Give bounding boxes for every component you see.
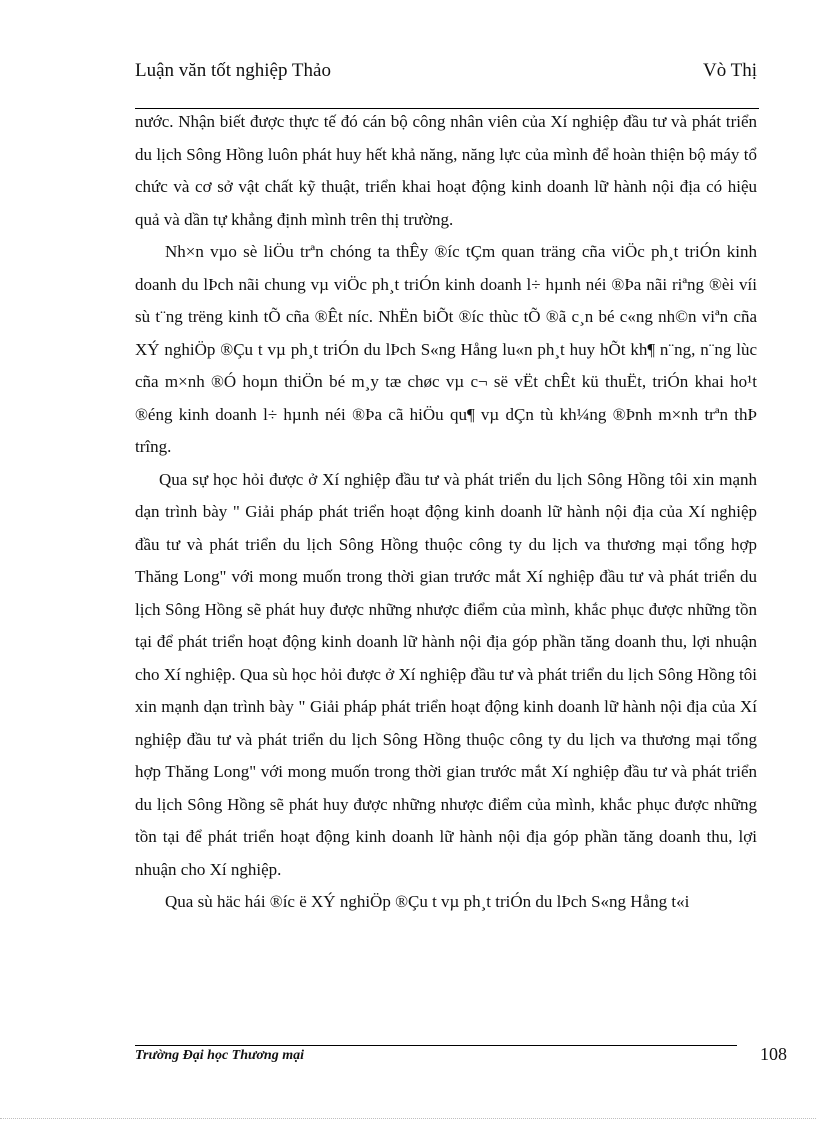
footer-rule <box>135 1045 737 1046</box>
paragraph-2: Nh×n vµo sè liÖu trªn chóng ta thÊy ®íc tÇm quan träng cña viÖc ph¸t triÓn kinh doanh du lÞch nãi chung vµ viÖc ph¸t triÓn kinh doanh l÷ hµnh néi ®Þa nãi riªng ®èi víi sù t¨ng trëng kinh tÕ cña ®Êt níc. NhËn biÕt ®íc thùc tÕ ®ã c¸n bé c«ng nh©n viªn cña XÝ nghiÖp ®Çu t vµ ph¸t triÓn du lÞch S«ng Hång lu«n ph¸t huy hÕt kh¶ n¨ng, n¨ng lùc cña m×nh ®Ó hoµn thiÖn bé m¸y tæ chøc vµ c¬ së vËt chÊt kü thuËt, triÓn khai ho¹t ®éng kinh doanh l÷ hµnh néi ®Þa cã hiÖu qu¶ vµ dÇn tù kh¼ng ®Þnh m×nh trªn thÞ trîng. <box>135 242 757 456</box>
header-left-text: Luận văn tốt nghiệp Thảo <box>135 60 331 81</box>
header-right-text: Vò Thị <box>702 60 757 81</box>
page-number: 108 <box>760 1044 787 1064</box>
paragraph-1: nước. Nhận biết được thực tế đó cán bộ công nhân viên của Xí nghiệp đầu tư và phát triển du lịch Sông Hồng luôn phát huy hết khả năng, năng lực của mình để hoàn thiện bộ máy tổ chức và cơ sở vật chất kỹ thuật, triển khai hoạt động kinh doanh lữ hành nội địa có hiệu quả và dần tự khẳng định mình trên thị trường. <box>135 112 757 229</box>
footer-school-name: Trường Đại học Thương mại <box>135 1048 304 1063</box>
paragraph-3: Qua sự học hỏi được ở Xí nghiệp đầu tư và phát triển du lịch Sông Hồng tôi xin mạnh dạn trình bày " Giải pháp phát triển hoạt động kinh doanh lữ hành nội địa của Xí nghiệp đầu tư và phát triển du lịch Sông Hồng thuộc công ty du lịch va thương mại tổng hợp Thăng Long" với mong muốn trong thời gian trước mắt Xí nghiệp đầu tư và phát triển du lịch Sông Hồng sẽ phát huy được những nhược điểm của mình, khắc phục được những tồn tại để phát triển hoạt động kinh doanh lữ hành nội địa góp phần tăng doanh thu, lợi nhuận cho Xí nghiệp. Qua sù học hỏi được ở Xí nghiệp đầu tư và phát triển du lịch Sông Hồng tôi xin mạnh dạn trình bày " Giải pháp phát triển hoạt động kinh doanh lữ hành nội địa của Xí nghiệp đầu tư và phát triển du lịch Sông Hồng thuộc công ty du lịch va thương mại tổng hợp Thăng Long" với mong muốn trong thời gian trước mắt Xí nghiệp đầu tư và phát triển du lịch Sông Hồng sẽ phát huy được những nhược điểm của mình, khắc phục được những tồn tại để phát triển hoạt động kinh doanh lữ hành nội địa góp phần tăng doanh thu, lợi nhuận cho Xí nghiệp. <box>135 469 757 879</box>
page-header <box>135 56 759 109</box>
paragraph-4: Qua sù häc hái ®íc ë XÝ nghiÖp ®Çu t vµ ph¸t triÓn du lÞch S«ng Hång t«i <box>165 892 690 911</box>
page-bottom-divider <box>0 1118 816 1119</box>
document-body <box>135 106 757 919</box>
